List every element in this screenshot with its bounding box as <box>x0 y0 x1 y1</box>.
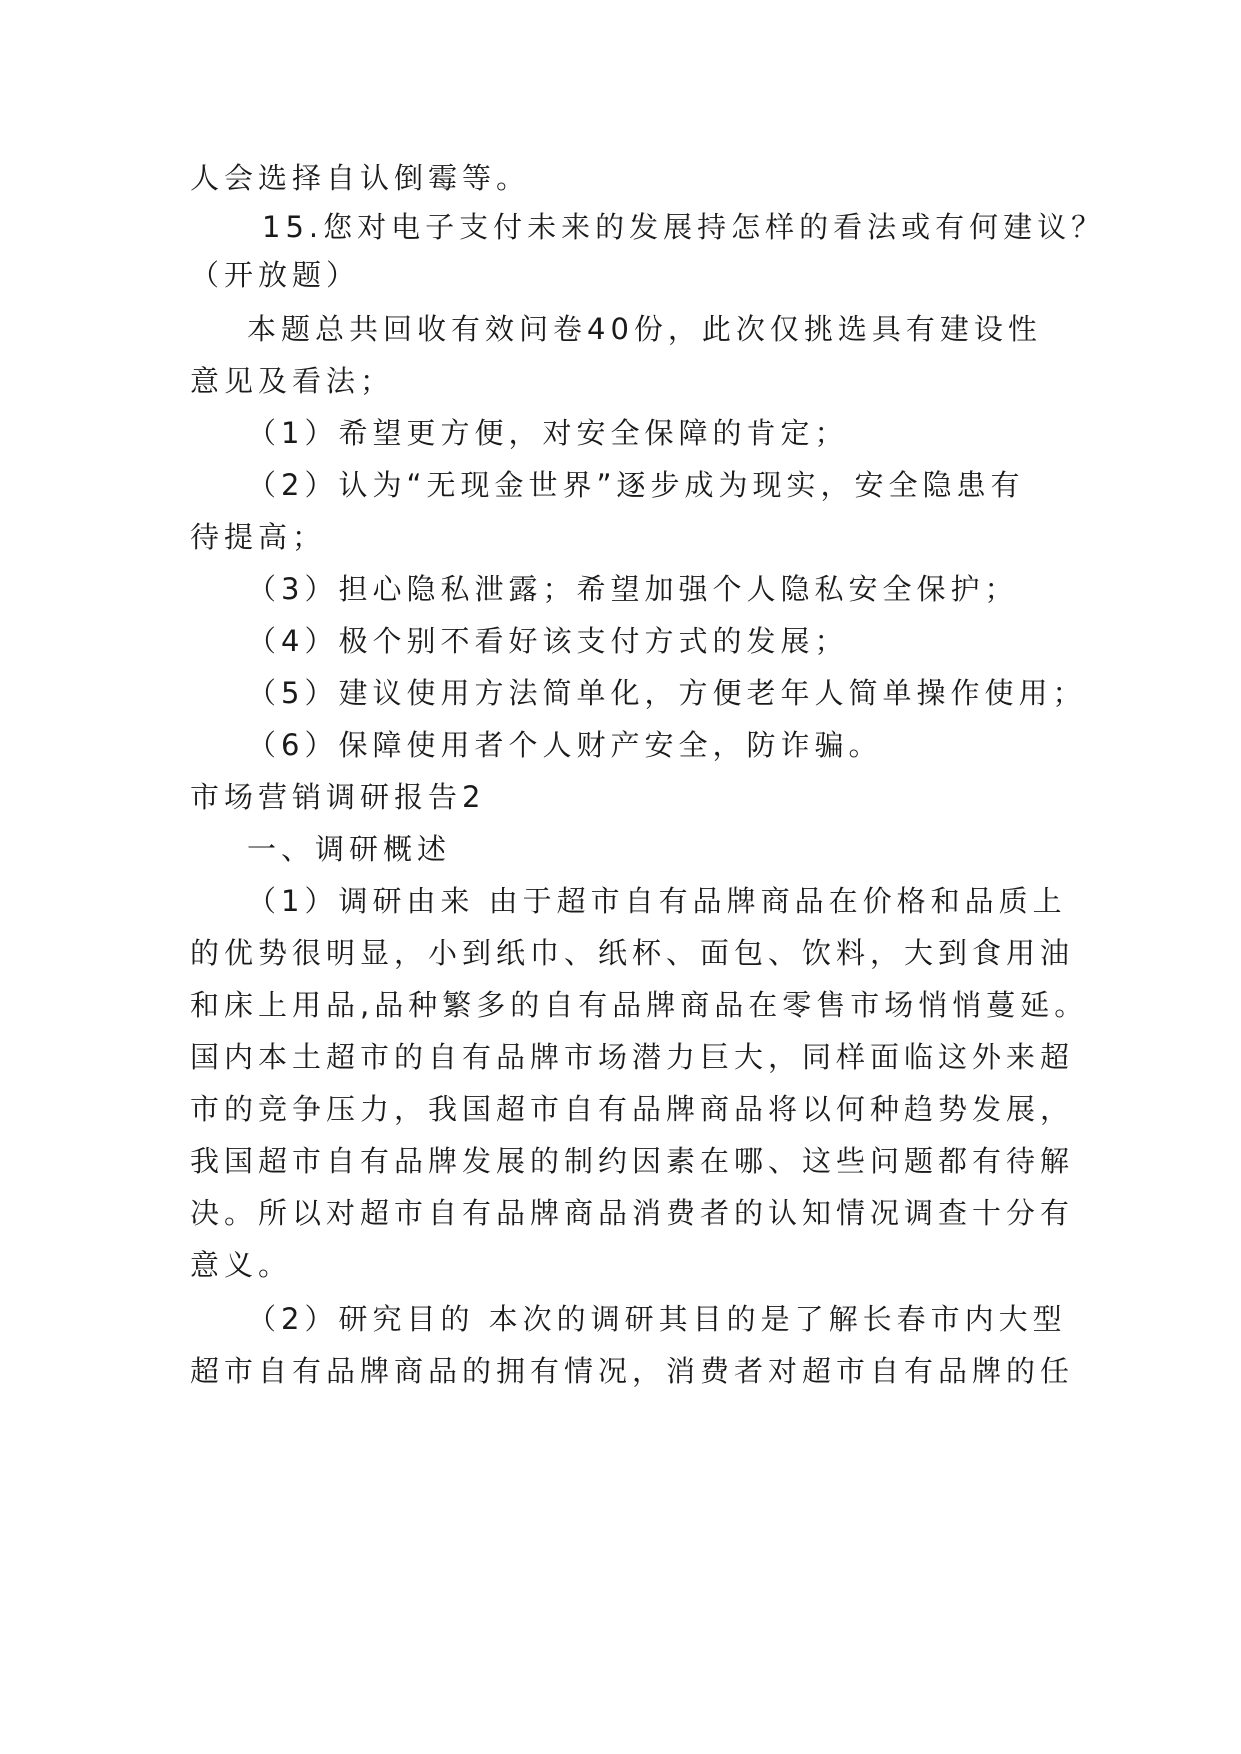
subsection-heading: 一、调研概述 <box>247 832 452 866</box>
list-item: （2）认为“无现金世界”逐步成为现实，安全隐患有 <box>247 468 1025 502</box>
paragraph-line: （1）调研由来 由于超市自有品牌商品在价格和品质上 <box>247 884 1067 918</box>
list-item: （4）极个别不看好该支付方式的发展； <box>247 624 849 658</box>
paragraph-line: 和床上用品,品种繁多的自有品牌商品在零售市场悄悄蔓延。 <box>190 988 1089 1022</box>
list-item: （3）担心隐私泄露；希望加强个人隐私安全保护； <box>247 572 1019 606</box>
list-item: （6）保障使用者个人财产安全，防诈骗。 <box>247 728 883 762</box>
question-heading: 15.您对电子支付未来的发展持怎样的看法或有何建议？ <box>262 210 1106 244</box>
paragraph-line: （2）研究目的 本次的调研其目的是了解长春市内大型 <box>247 1302 1067 1336</box>
paragraph-line: 意义。 <box>190 1248 293 1282</box>
paragraph-line: 我国超市自有品牌发展的制约因素在哪、这些问题都有待解 <box>190 1144 1075 1178</box>
paragraph-line: 市的竞争压力，我国超市自有品牌商品将以何种趋势发展， <box>190 1092 1075 1126</box>
paragraph-line: 本题总共回收有效问卷40份，此次仅挑选具有建设性 <box>247 312 1042 346</box>
section-title: 市场营销调研报告2 <box>190 780 486 814</box>
paragraph-line: 国内本土超市的自有品牌市场潜力巨大，同样面临这外来超 <box>190 1040 1075 1074</box>
paragraph-line: 的优势很明显，小到纸巾、纸杯、面包、饮料，大到食用油 <box>190 936 1075 970</box>
paragraph-line: 超市自有品牌商品的拥有情况，消费者对超市自有品牌的任 <box>190 1354 1075 1388</box>
list-item: （5）建议使用方法简单化，方便老年人简单操作使用； <box>247 676 1087 710</box>
paragraph-line: 决。所以对超市自有品牌商品消费者的认知情况调查十分有 <box>190 1196 1075 1230</box>
paragraph-line: 待提高； <box>190 520 327 554</box>
paragraph-line: 意见及看法； <box>190 364 395 398</box>
list-item: （1）希望更方便，对安全保障的肯定； <box>247 416 849 450</box>
paragraph-line: （开放题） <box>190 258 361 292</box>
paragraph-line: 人会选择自认倒霉等。 <box>190 161 531 195</box>
